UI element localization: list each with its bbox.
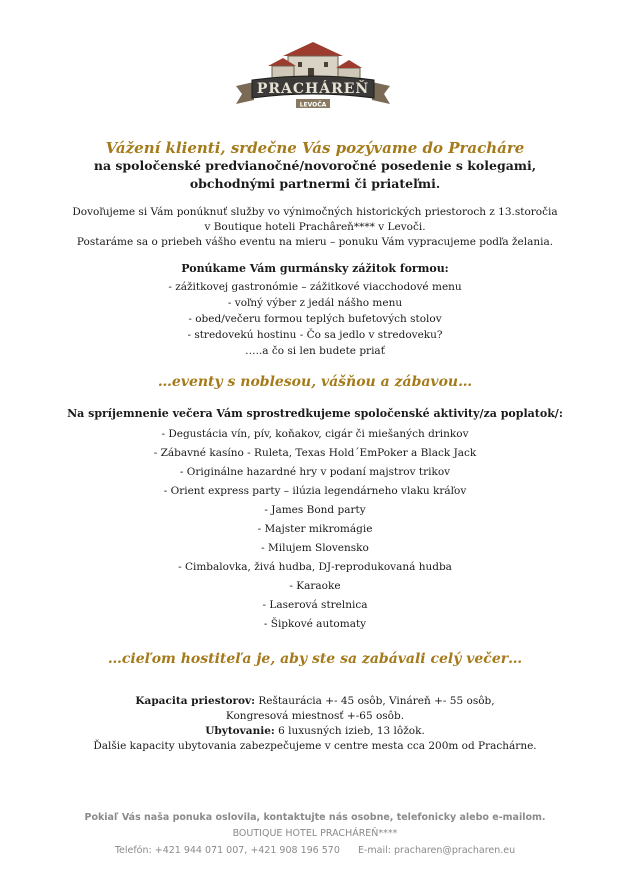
tagline-hostitel: …cieľom hostiteľa je, aby ste sa zabávali celý večer… [107, 651, 523, 667]
gourmet-item: …..a čo si len budete priať [245, 345, 385, 357]
lodging-line [0, 725, 630, 737]
activity-item: - Zábavné kasíno - Ruleta, Texas Hold´EmPoker a Black Jack [153, 447, 477, 459]
gourmet-item: - voľný výber z jedál nášho menu [227, 297, 403, 309]
lodging-value: 6 luxusných izieb, 13 lôžok. [274, 725, 425, 737]
activity-item: - Originálne hazardné hry v podaní majstrov trikov [179, 466, 451, 478]
logo-brand-text: PRACHÁREŇ [256, 81, 370, 97]
activity-item: - Milujem Slovensko [261, 542, 369, 554]
tagline-eventy: …eventy s noblesou, vášňou a zábavou… [157, 374, 473, 390]
gourmet-item: - stredovekú hostinu - Čo sa jedlo v stredoveku? [187, 329, 443, 341]
footer-contact-text: Pokiaľ Vás naša ponuka oslovila, kontaktujte nás osobne, telefonicky alebo e-mailom. [84, 812, 546, 823]
pracharen-logo [228, 38, 398, 110]
activity-item: - Karaoke [289, 580, 341, 592]
activity-item: - Degustácia vín, pív, koňakov, cigár či miešaných drinkov [161, 428, 469, 440]
footer-line-1 [0, 812, 630, 823]
subhead-line-2: obchodnými partnermi či priateľmi. [189, 176, 441, 191]
gourmet-item: - zážitkovej gastronómie – zážitkové viacchodové menu [168, 281, 462, 293]
capacity-line-4: Ďalšie kapacity ubytovania zabezpečujeme v centre mesta cca 200m od Prachárne. [93, 740, 537, 752]
activity-item: - Majster mikromágie [257, 523, 373, 535]
footer-contacts [0, 845, 630, 856]
capacity-label: Kapacita priestorov: [135, 695, 255, 707]
activity-item: - Laserová strelnica [262, 599, 368, 611]
intro-line-2: v Boutique hoteli Prachâreň**** v Levoči. [204, 221, 426, 233]
headline: Vážení klienti, srdečne Vás pozývame do Pracháre [105, 139, 525, 157]
intro-line-3: Postaráme sa o priebeh vášho eventu na mieru – ponuku Vám vypracujeme podľa želania. [76, 236, 554, 248]
footer-phone[interactable]: Telefón: +421 944 071 007, +421 908 196 570 [114, 845, 340, 856]
gourmet-title: Ponúkame Vám gurmánsky zážitok formou: [181, 262, 449, 275]
activity-item: - Orient express party – ilúzia legendárneho vlaku kráľov [163, 485, 467, 497]
intro-line-1: Dovoľujeme si Vám ponúknuť služby vo výnimočných historických priestoroch z 13.storočia [72, 206, 558, 218]
capacity-value: Reštaurácia +- 45 osôb, Vináreň +- 55 osôb, [254, 695, 495, 707]
activity-item: - Cimbalovka, živá hudba, DJ-reprodukovaná hudba [178, 561, 452, 573]
lodging-label: Ubytovanie: [205, 725, 275, 737]
capacity-line-2: Kongresová miestnosť +-65 osôb. [225, 710, 405, 722]
activities-title: Na spríjemnenie večera Vám sprostredkujeme spoločenské aktivity/za poplatok/: [67, 407, 563, 420]
capacity-line-1 [0, 695, 630, 707]
subhead-line-1: na spoločenské predvianočné/novoročné posedenie s kolegami, [93, 158, 537, 173]
logo-place-text: LEVOČA [299, 101, 327, 109]
activity-item: - James Bond party [264, 504, 366, 516]
activity-item: - Šipkové automaty [263, 618, 367, 630]
footer-email[interactable]: E-mail: pracharen@pracharen.eu [358, 845, 516, 856]
footer-hotel-name: BOUTIQUE HOTEL PRACHÁREŇ**** [232, 828, 398, 839]
gourmet-item: - obed/večeru formou teplých bufetových stolov [188, 313, 442, 325]
